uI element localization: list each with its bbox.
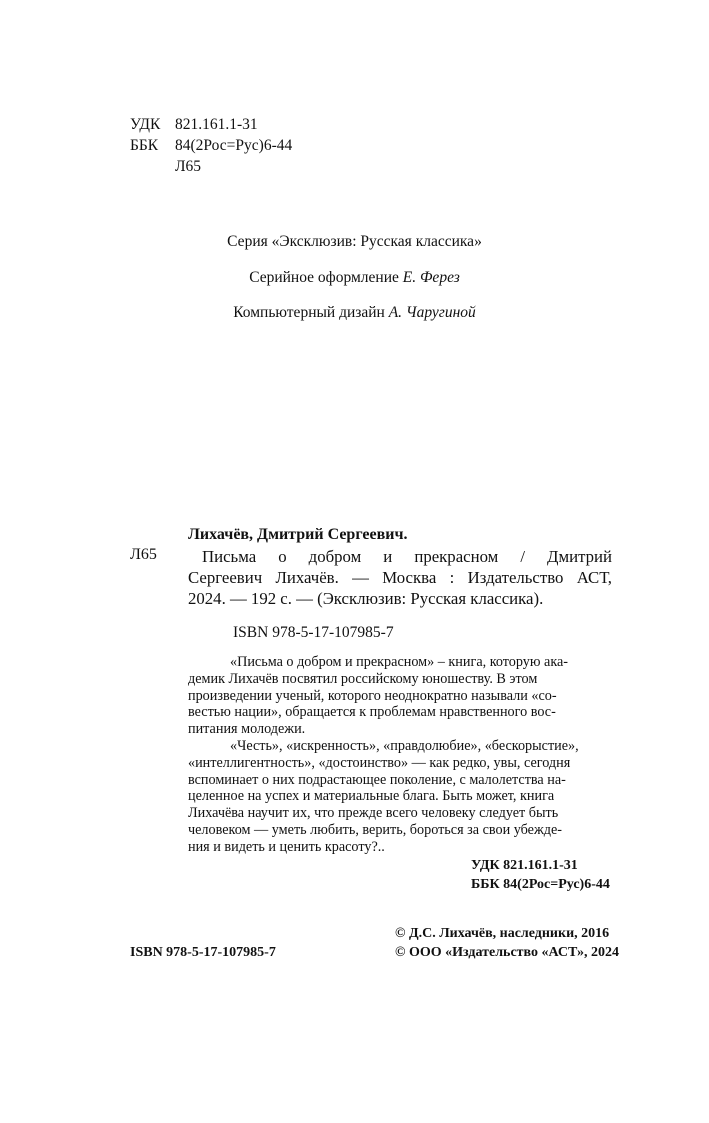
annotation — [188, 654, 624, 856]
udk-value: 821.161.1-31 — [175, 116, 258, 133]
bbk-value: 84(2Рос=Рус)6-44 — [175, 137, 293, 154]
bib-description — [188, 546, 612, 609]
copyright-line-1: © Д.С. Лихачёв, наследники, 2016 — [395, 926, 610, 941]
bib-isbn: ISBN 978-5-17-107985-7 — [233, 624, 394, 641]
bib-author: Лихачёв, Дмитрий Сергеевич. — [188, 526, 408, 543]
bib-line-2: Сергеевич Лихачёв. — Москва : Издательство АСТ, — [188, 568, 612, 587]
footer-udk: УДК 821.161.1-31 — [471, 858, 578, 873]
annotation-line: Лихачёва научит их, что прежде всего человеку следует быть — [188, 805, 559, 822]
udk-row — [130, 114, 292, 135]
author-mark-row — [130, 156, 292, 177]
copyright-line-2: © ООО «Издательство «АСТ», 2024 — [395, 945, 620, 960]
classification-block — [130, 114, 292, 177]
computer-name: А. Чаругиной — [388, 304, 476, 321]
udk-label: УДК — [130, 116, 161, 133]
annotation-line: ния и видеть и ценить красоту?.. — [188, 838, 385, 855]
bbk-row — [130, 135, 292, 156]
annotation-line: произведении ученый, которого неоднократно называли «со- — [188, 687, 557, 704]
annotation-line: «интеллигентность», «достоинство» — как редко, увы, сегодня — [188, 754, 571, 771]
bib-line-1: Письма о добром и прекрасном / Дмитрий — [202, 547, 612, 566]
copyright-block — [395, 924, 619, 962]
computer-label: Компьютерный дизайн — [233, 304, 389, 321]
annotation-line: вспоминает о них подрастающее поколение, с малолетства на- — [188, 771, 566, 788]
bib-line-3: 2024. — 192 с. — (Эксклюзив: Русская классика). — [188, 589, 544, 608]
annotation-line: «Честь», «искренность», «правдолюбие», «бескорыстие», — [230, 737, 579, 754]
annotation-line: «Письма о добром и прекрасном» – книга, которую ака- — [230, 654, 569, 670]
bbk-label: ББК — [130, 137, 159, 154]
annotation-line: целенное на успех и материальные блага. Быть может, книга — [188, 788, 555, 805]
author-mark: Л65 — [175, 158, 202, 175]
bottom-isbn: ISBN 978-5-17-107985-7 — [130, 945, 276, 960]
bib-code: Л65 — [130, 546, 157, 563]
footer-bbk: ББК 84(2Рос=Рус)6-44 — [471, 877, 610, 892]
computer-design-credit — [0, 304, 709, 322]
design-credit — [0, 269, 709, 287]
design-label: Серийное оформление — [249, 269, 403, 286]
series-line: Серия «Эксклюзив: Русская классика» — [227, 233, 482, 250]
annotation-line: вестью нации», обращается к проблемам нравственного вос- — [188, 704, 556, 721]
annotation-line: питания молодежи. — [188, 721, 306, 738]
annotation-line: человеком — уметь любить, верить, бороться за свои убежде- — [188, 821, 562, 838]
footer-codes — [471, 856, 610, 894]
design-name: Е. Ферез — [402, 269, 460, 286]
annotation-line: демик Лихачёв посвятил российскому юношеству. В этом — [188, 670, 538, 687]
